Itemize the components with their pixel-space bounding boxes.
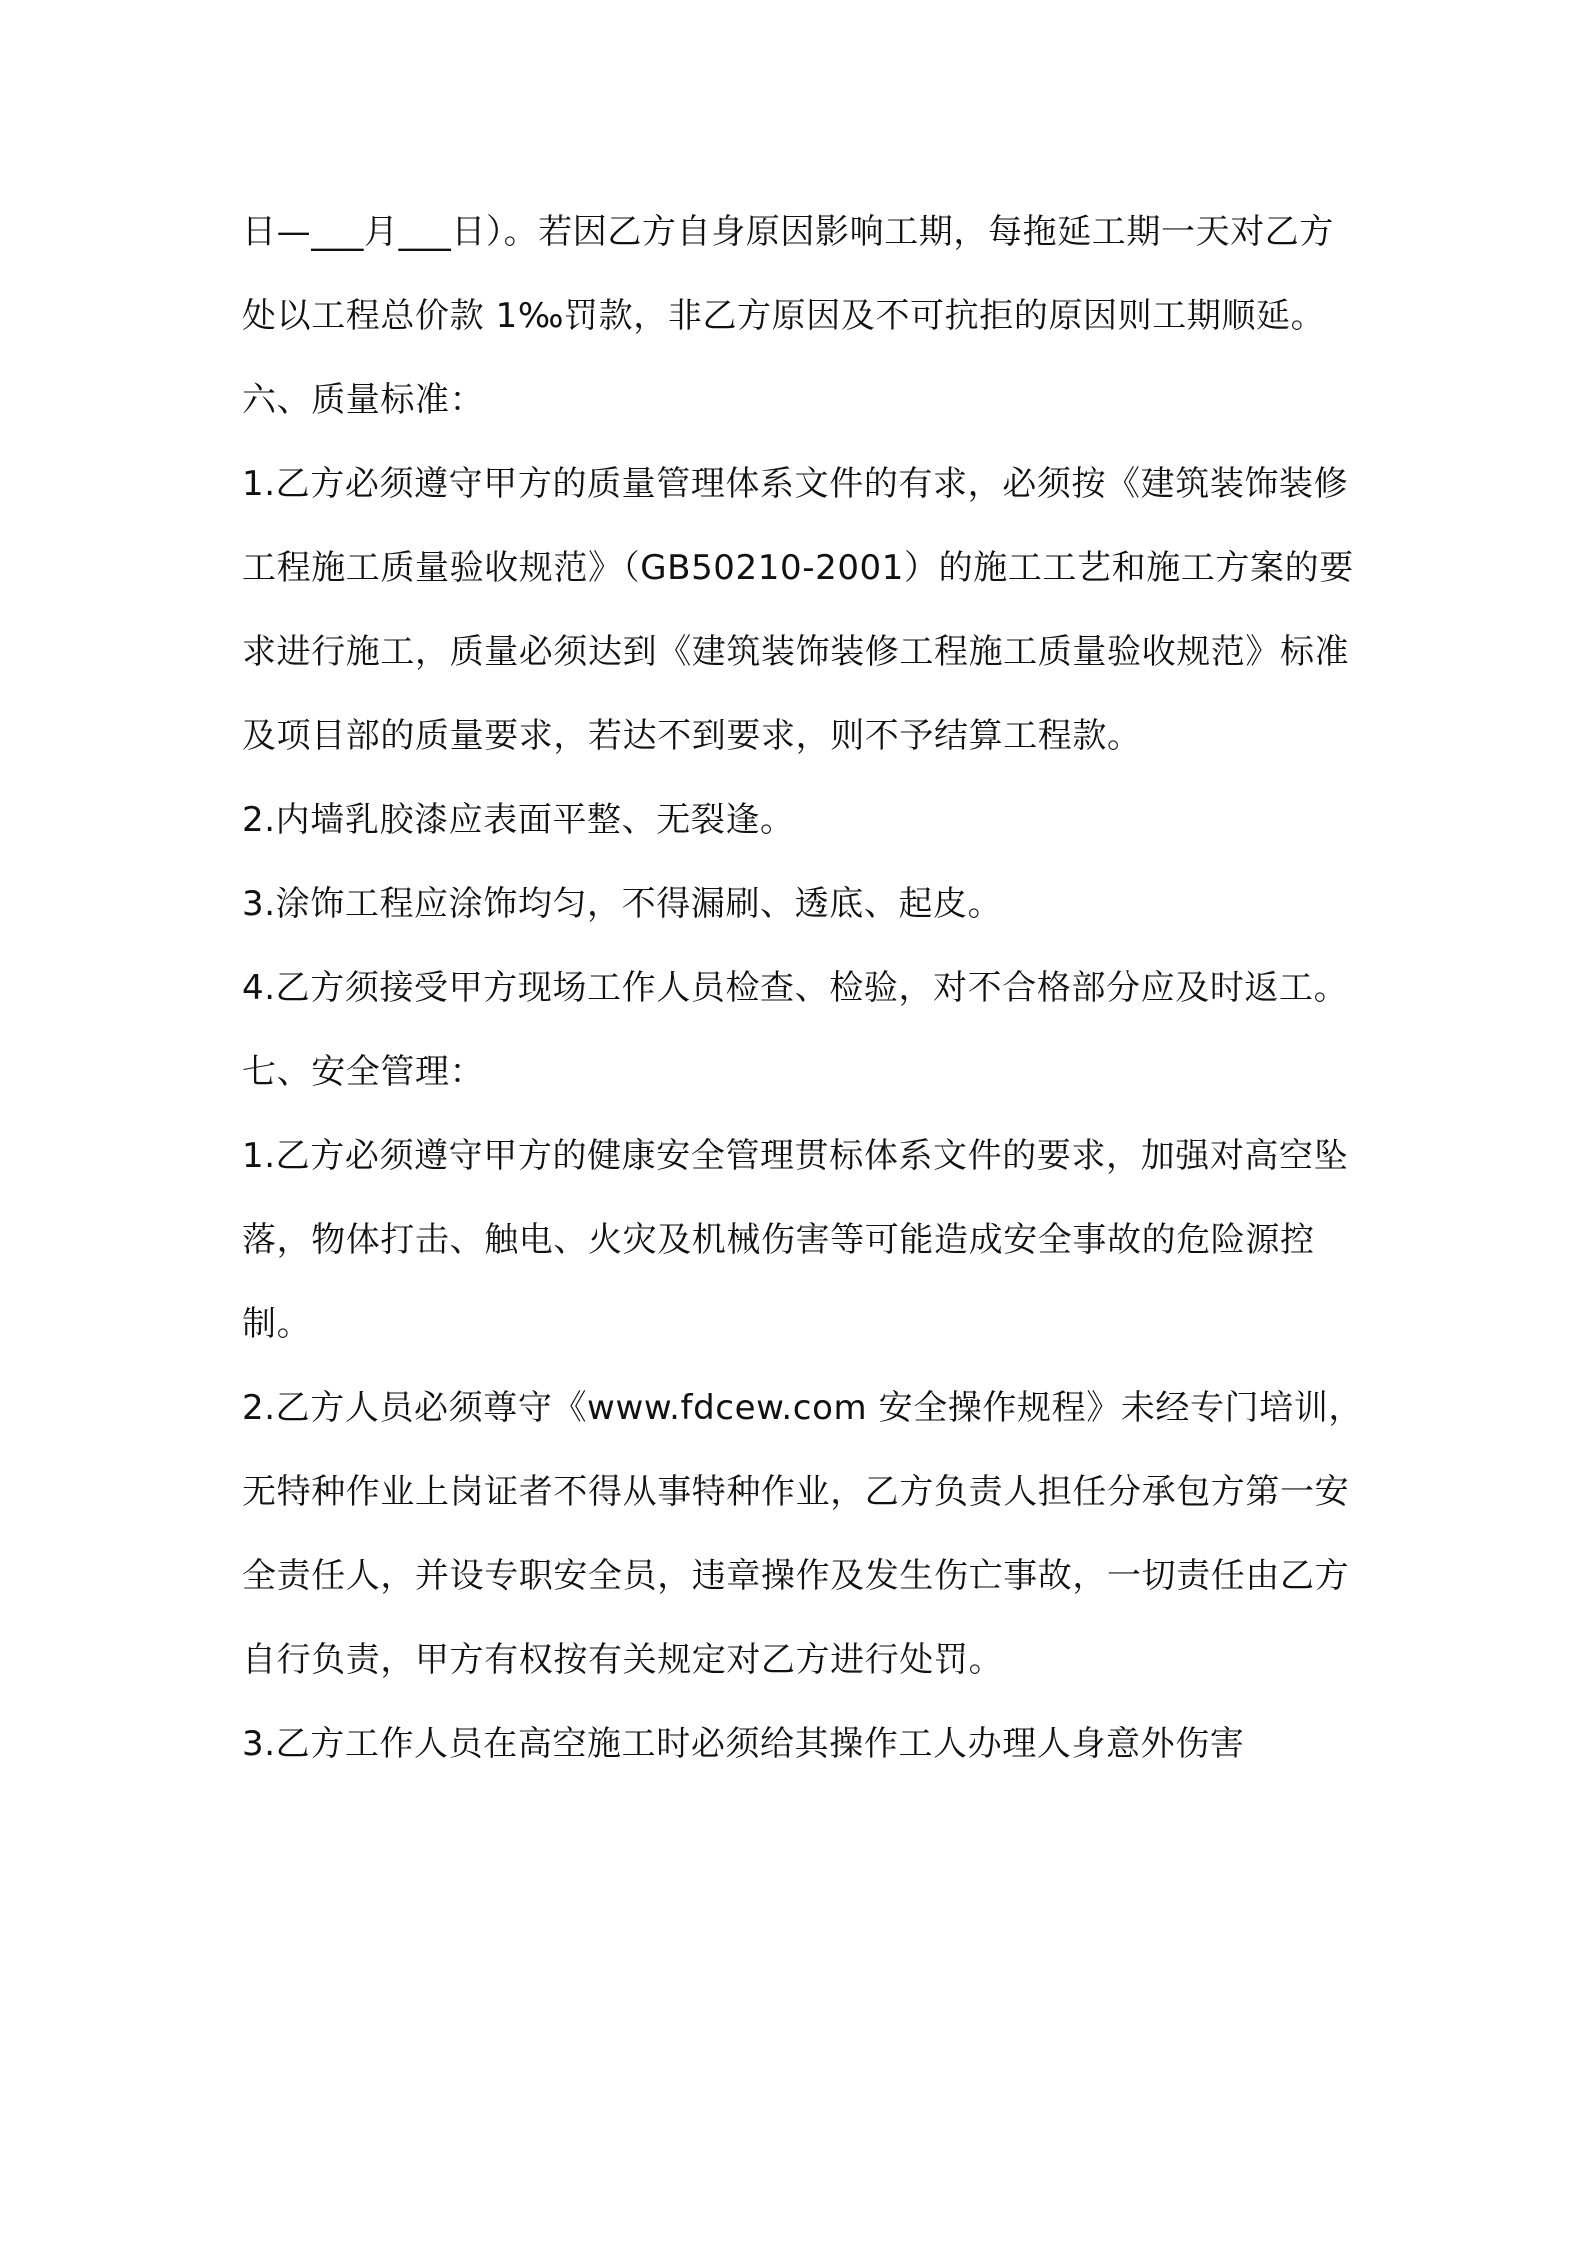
paragraph-safety-3: 3.乙方工作人员在高空施工时必须给其操作工人办理人身意外伤害 — [242, 1724, 1245, 1764]
paragraph-quality-1: 1.乙方必须遵守甲方的质量管理体系文件的有求，必须按《建筑装饰装修工程施工质量验收规范》（GB50210-2001）的施工工艺和施工方案的要求进行施工，质量必须达到《建筑装饰装修工程施工质量验收规范》标准及项目部的质量要求，若达不到要求，则不予结算工程款。 — [242, 464, 1354, 756]
paragraph-quality-3: 3.涂饰工程应涂饰均匀，不得漏刷、透底、起皮。 — [242, 884, 1003, 924]
paragraph-quality-4: 4.乙方须接受甲方现场工作人员检查、检验，对不合格部分应及时返工。 — [242, 968, 1349, 1008]
paragraph-schedule-penalty: 日—___月___日）。若因乙方自身原因影响工期，每拖延工期一天对乙方处以工程总价款 1‰罚款，非乙方原因及不可抗拒的原因则工期顺延。 — [242, 212, 1334, 336]
document-body — [242, 190, 1367, 1786]
paragraph-quality-2: 2.内墙乳胶漆应表面平整、无裂逢。 — [242, 800, 795, 840]
section-heading-safety-management: 七、安全管理： — [242, 1052, 485, 1092]
paragraph-safety-1: 1.乙方必须遵守甲方的健康安全管理贯标体系文件的要求，加强对高空坠落，物体打击、触电、火灾及机械伤害等可能造成安全事故的危险源控制。 — [242, 1136, 1349, 1344]
paragraph-safety-2: 2.乙方人员必须尊守《www.fdcew.com 安全操作规程》未经专门培训，无特种作业上岗证者不得从事特种作业，乙方负责人担任分承包方第一安全责任人，并设专职安全员，违章操作及发生伤亡事故，一切责任由乙方自行负责，甲方有权按有关规定对乙方进行处罚。 — [242, 1388, 1364, 1680]
section-heading-quality-standard: 六、质量标准： — [242, 380, 485, 420]
